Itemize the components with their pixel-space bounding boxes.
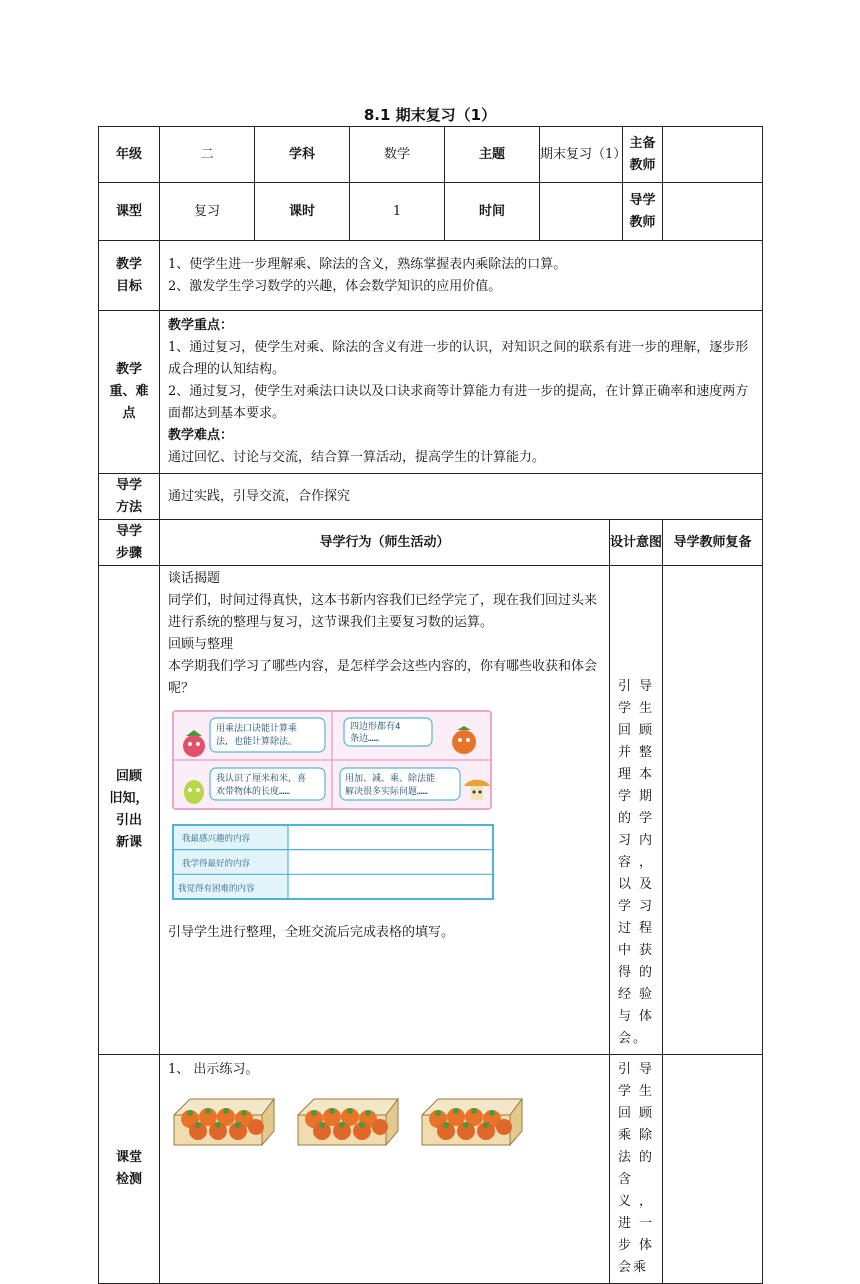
review-intent: 引导学生回顾并整理本学期的学习内容，以及学习过程中获得的经验与体会。 [610, 566, 663, 1055]
method-label-2: 方法 [115, 499, 142, 515]
persimmon-box-icon-3 [422, 1099, 522, 1145]
difficulty-text: 通过回忆、讨论与交流，结合算一算活动，提高学生的计算能力。 [168, 450, 546, 465]
talk-title: 谈话揭题 [168, 571, 221, 586]
bubble-1-line-1: 用乘法口诀能计算乘 [216, 724, 298, 734]
persimmon-box-icon-2 [298, 1099, 398, 1145]
method-content: 通过实践，引导交流，合作探究 [160, 474, 763, 520]
focus-content [160, 311, 763, 474]
check-label [99, 1055, 160, 1284]
chief-teacher-value [663, 127, 763, 183]
period-label: 课时 [255, 183, 350, 241]
difficulty-title: 教学难点： [168, 428, 234, 443]
subject-value: 数学 [350, 127, 445, 183]
guide-teacher-value [663, 183, 763, 241]
time-value [540, 183, 623, 241]
focus-label [99, 311, 160, 474]
check-text: 1、 出示练习。 [168, 1062, 259, 1077]
reflection-table [172, 824, 494, 900]
check-label-2: 检测 [115, 1172, 142, 1187]
recall-title: 回顾与整理 [168, 637, 234, 652]
topic-label: 主题 [445, 127, 540, 183]
reflection-row-2: 我学得最好的内容 [182, 859, 251, 869]
grade-label: 年级 [99, 127, 160, 183]
review-label-3: 引出 [115, 813, 142, 828]
persimmon-boxes [168, 1089, 564, 1151]
check-intent: 引导学生回顾乘除法的含义，进一步体会乘 [610, 1055, 663, 1284]
subject-label: 学科 [255, 127, 350, 183]
goal-line-1: 1、使学生进一步理解乘、除法的含义，熟练掌握表内乘除法的口算。 [168, 256, 567, 272]
review-label [99, 566, 160, 1055]
bubble-2-line-1: 四边形都有4 [350, 722, 401, 732]
talk-text: 同学们，时间过得真快，这本书新内容我们已经学完了，现在我们回过头来进行系统的整理与复习，这节课我们主要复习数的运算。 [168, 593, 598, 630]
grade-value: 二 [160, 127, 255, 183]
review-activity [160, 566, 610, 1055]
key-point-2: 2、通过复习，使学生对乘法口诀以及口诀求商等计算能力有进一步的提高，在计算正确率和速度两方面都达到基本要求。 [168, 384, 749, 421]
steps-label-2: 步骤 [115, 545, 142, 561]
check-activity [160, 1055, 610, 1284]
guide-teacher-label [623, 183, 663, 241]
time-label: 时间 [445, 183, 540, 241]
key-points-title: 教学重点： [168, 318, 234, 333]
method-label-1: 导学 [115, 477, 142, 493]
goals-label-2: 目标 [115, 278, 142, 294]
steps-label-1: 导学 [115, 523, 142, 539]
lesson-plan-table [98, 126, 763, 1284]
persimmon-box-icon [174, 1099, 274, 1145]
bubble-1-line-2: 法，也能计算除法。 [216, 737, 298, 747]
goals-label [99, 241, 160, 311]
goal-line-2: 2、激发学生学习数学的兴趣，体会数学知识的应用价值。 [168, 278, 502, 294]
bubble-2-line-2: 条边…… [350, 734, 379, 744]
chief-label-line-2: 教师 [629, 157, 656, 173]
focus-label-3: 点 [122, 406, 136, 421]
review-label-2: 旧知， [109, 791, 149, 806]
key-point-1: 1、通过复习，使学生对乘、除法的含义有进一步的认识，对知识之间的联系有进一步的理解，逐步形成合理的认知结构。 [168, 340, 749, 377]
guide-label-line-2: 教师 [629, 214, 656, 230]
period-value: 1 [350, 183, 445, 241]
review-closing: 引导学生进行整理，全班交流后完成表格的填写。 [168, 925, 455, 940]
document-title: 8.1 期末复习（1） [363, 106, 497, 124]
bubble-4-line-1: 用加、减、乘、除法能 [345, 774, 436, 784]
reflection-row-1: 我最感兴趣的内容 [182, 834, 251, 844]
focus-label-1: 教学 [115, 362, 142, 377]
bubble-4-line-2: 解决很多实际问题…… [345, 787, 428, 797]
method-label [99, 474, 160, 520]
check-note [663, 1055, 763, 1284]
pear-character-icon [184, 780, 204, 804]
bubble-3-line-1: 我认识了厘米和米，喜 [216, 774, 307, 784]
review-note [663, 566, 763, 1055]
review-label-1: 回顾 [115, 769, 142, 784]
goals-content [160, 241, 763, 311]
type-label: 课型 [99, 183, 160, 241]
activity-column-header: 导学行为（师生活动） [160, 520, 610, 566]
chief-teacher-label [623, 127, 663, 183]
intent-column-header: 设计意图 [610, 520, 663, 566]
goals-label-1: 教学 [115, 256, 142, 272]
focus-label-2: 重、难 [109, 384, 149, 399]
check-label-1: 课堂 [115, 1150, 142, 1165]
steps-label [99, 520, 160, 566]
review-label-4: 新课 [115, 835, 142, 850]
bubble-3-line-2: 欢带物体的长度…… [216, 787, 290, 797]
reflection-row-3: 我觉得有困难的内容 [178, 884, 255, 894]
guide-label-line-1: 导学 [629, 192, 656, 208]
topic-value: 期末复习（1） [540, 127, 623, 183]
review-column-header: 导学教师复备 [663, 520, 763, 566]
review-illustration [172, 710, 492, 810]
chief-label-line-1: 主备 [629, 135, 656, 151]
recall-text: 本学期我们学习了哪些内容，是怎样学会这些内容的，你有哪些收获和体会呢？ [168, 659, 598, 696]
type-value: 复习 [160, 183, 255, 241]
